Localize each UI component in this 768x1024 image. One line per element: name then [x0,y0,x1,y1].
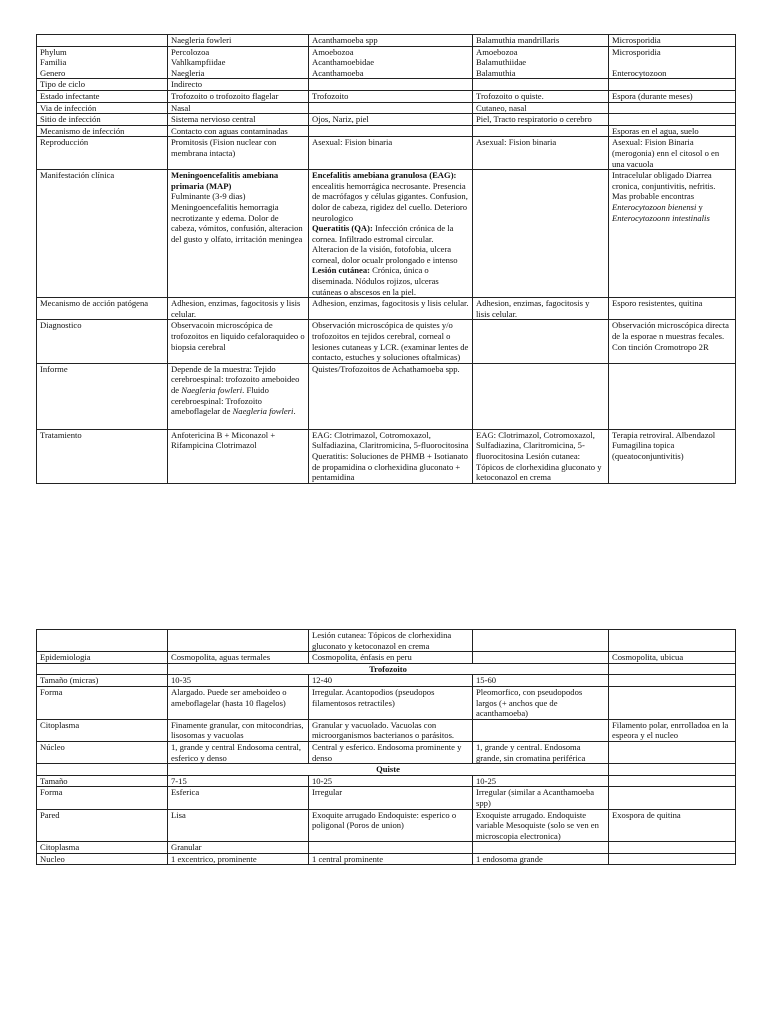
table-cell: Irregular (similar a Acanthamoeba spp) [473,787,609,809]
table-cell: Lisa [168,809,309,842]
micro-text: Intracelular obligado Diarrea cronica, conjuntivitis, nefritis. Mas probable encontras [612,170,716,202]
table-cell: Observacoin microscópica de trofozoitos en liquido cefaloraquideo o biopsia cerebral [168,320,309,363]
table-cell: Nasal [168,102,309,114]
taxon-value: Amoebozoa [312,46,354,57]
section-header-trofozoito [37,663,736,675]
tratamiento-acanthamoeba: EAG: Clotrimazol, Cotromoxazol, Sulfadiazina, Claritromicina, 5-fluorocitosina Queratitis: Soluciones de PHMB + Isotianato de propamidina o clorhexidina gluconato + pentamidina [309,429,473,483]
table-cell [473,842,609,854]
row-label: Mecanismo de acción patógena [37,298,168,320]
row-label: Pared [37,809,168,842]
table-cell: Ojos, Nariz, piel [309,114,473,126]
taxon-value: Naegleria [171,67,205,78]
table-cell: Exoquiste arrugado. Endoquiste variable Mesoquiste (solo se ven en microscopia electronica) [473,809,609,842]
table-cell: 7-15 [168,775,309,787]
tratamiento-balamuthia: EAG: Clotrimazol, Cotromoxazol, Sulfadiazina, Claritromicina, 5-fluorocitosina Lesión cutanea: Tópicos de clorhexidina gluconato y ketoconazol en crema [473,429,609,483]
table-cell: Sistema nervioso central [168,114,309,126]
section-title: Quiste [168,764,609,776]
row-label: Tamaño (micras) [37,675,168,687]
table-cell: Cosmopolita, aguas termales [168,652,309,664]
informe-text: . [293,406,296,417]
table-cell: 1 central prominente [309,853,473,865]
row-label: Citoplasma [37,842,168,854]
table-cell [473,719,609,741]
row-label: Mecanismo de infección [37,125,168,137]
header-row [37,35,736,47]
table-cell: Central y esferico. Endosoma prominente y denso [309,741,473,763]
taxonomy-balamuthia [473,46,609,79]
taxon-value: Acanthamoebidae [312,57,375,68]
table-row-manifestacion [37,170,736,298]
species-name: Naegleria fowleri [232,406,294,417]
taxonomy-microsporidia [609,46,736,79]
table-row [37,741,736,763]
table-cell [37,663,168,675]
table-cell: Contacto con aguas contaminadas [168,125,309,137]
row-label: Manifestación clínica [37,170,168,298]
header-naegleria: Naegleria fowleri [168,35,309,47]
table-cell [609,663,736,675]
table-cell: Adhesion, enzimas, fagocitosis y lisis celular. [309,298,473,320]
row-label: Reproducción [37,137,168,170]
table-cell [609,787,736,809]
table-cell: Asexual: Fision binaria [473,137,609,170]
header-balamuthia: Balamuthia mandrillaris [473,35,609,47]
section-title: Trofozoito [168,663,609,675]
table-cell [309,125,473,137]
taxon-value: Balamuthia [476,67,516,78]
header-acanthamoeba: Acanthamoeba spp [309,35,473,47]
row-label: Núcleo [37,741,168,763]
table-cell [609,853,736,865]
manifestacion-acanthamoeba [309,170,473,298]
taxonomy-labels [37,46,168,79]
manifestacion-naegleria [168,170,309,298]
table-cell: 10-25 [473,775,609,787]
informe-acanthamoeba: Quistes/Trofozoitos de Achathamoeba spp. [309,363,473,429]
parasite-table-page-2 [36,629,736,865]
table-row-epidemiologia [37,652,736,664]
taxonomy-row [37,46,736,79]
taxon-value: Microsporidia [612,46,661,57]
conjunction: y [696,201,703,212]
qa-text: Infección crónica de la cornea. Infiltrado estromal circular. Alteracion de la visión, fotofobia, ulcera corneal, dolor ocualr prolongado e intenso [312,223,458,265]
table-cell: Cosmopolita, énfasis en peru [309,652,473,664]
map-text: Fulminante (3-9 dias) Meningoencefalitis hemorragia necrotizante y edema. Dolor de cabeza, vómitos, confusión, alteracion del gusto y olfato, irritación meningea [171,191,303,244]
taxon-value: Enterocytozoon [612,67,667,78]
table-cell: 10-25 [309,775,473,787]
eag-title: Encefalitis amebiana granulosa (EAG): [312,170,457,181]
row-label: Nucleo [37,853,168,865]
table-cell [473,125,609,137]
table-cell: Alargado. Puede ser ameboideo o ameboflagelar (hasta 10 flagelos) [168,686,309,719]
taxon-value: Vahlkampfiidae [171,57,226,68]
row-label: Diagnostico [37,320,168,363]
table-cell [609,102,736,114]
row-label [37,630,168,652]
table-cell: Observación microscópica de quistes y/o trofozoitos en tejidos cerebral, corneal o lesiones cutaneas y LCR. (examinar lentes de contacto, estuches y soluciones oftalmicas) [309,320,473,363]
table-cell [473,652,609,664]
taxon-value: Percolozoa [171,46,210,57]
tratamiento-microsporidia: Terapia retroviral. Albendazol Fumagilina topica (queatoconjuntivitis) [609,429,736,483]
table-row [37,90,736,102]
header-cell [37,35,168,47]
species-name: Enterocytozoon bienensi [612,201,697,212]
row-label: Tamaño [37,775,168,787]
table-cell [168,630,309,652]
lesion-title: Lesión cutánea: [312,265,371,276]
table-row [37,775,736,787]
table-cell: Irregular. Acantopodios (pseudopos filamentosos retractiles) [309,686,473,719]
table-cell [609,842,736,854]
table-cell: Asexual: Fision binaria [309,137,473,170]
informe-naegleria [168,363,309,429]
table-cell: 10-35 [168,675,309,687]
species-name: Enterocytozoonn intestinalis [612,212,710,223]
table-cell [609,675,736,687]
table-cell: Trofozoito o trofozoito flagelar [168,90,309,102]
table-cell [309,79,473,91]
phylum-label: Phylum [40,46,67,57]
row-label: Epidemiologia [37,652,168,664]
table-cell: Lesión cutanea: Tópicos de clorhexidina gluconato y ketoconazol en crema [309,630,473,652]
table-cell: Esporas en el agua, suelo [609,125,736,137]
informe-balamuthia [473,363,609,429]
map-title: Meningoencefalitis amebiana primaria (MAP) [171,170,279,191]
taxon-value: Balamuthiidae [476,57,527,68]
table-cell: Adhesion, enzimas, fagocitosis y lisis celular. [473,298,609,320]
informe-microsporidia [609,363,736,429]
table-cell: Asexual: Fision Binaria (merogonia) enn el citosol o en una vacuola [609,137,736,170]
table-cell [37,764,168,776]
table-cell: 1 endosoma grande [473,853,609,865]
informe-text: . Fluido cerebroespinal: Trofozoito ameboflagelar de [171,385,269,417]
table-row [37,137,736,170]
table-cell: Promitosis (Fision nuclear con membrana intacta) [168,137,309,170]
table-cell: Observación microscópica directa de la esporae n muestras fecales. Con tinción Cromotropo 2R [609,320,736,363]
tratamiento-naegleria: Anfotericina B + Miconazol + Rifampicina Clotrimazol [168,429,309,483]
table-row [37,320,736,363]
table-cell: 15-60 [473,675,609,687]
lesion-text: Crónica, única o diseminada. Nódulos rojizos, ulceras cutáneas o abscesos en la piel. [312,265,439,297]
table-cell: Esporo resistentes, quitina [609,298,736,320]
taxon-value [612,57,732,68]
species-name: Naegleria fowleri [181,385,243,395]
table-cell [609,79,736,91]
table-row [37,787,736,809]
table-cell: Cutaneo, nasal [473,102,609,114]
taxon-value: Acanthamoeba [312,67,364,78]
genero-label: Genero [40,67,66,78]
table-cell: Granular y vacuolado. Vacuolas con microorganismos bacterianos o parásitos. [309,719,473,741]
table-cell: Cosmopolita, ubicua [609,652,736,664]
table-cell: Pleomorfico, con pseudopodos largos (+ anchos que de acanthamoeba) [473,686,609,719]
table-cell: Espora (durante meses) [609,90,736,102]
row-label: Informe [37,363,168,429]
table-row [37,79,736,91]
eag-text: encealitis hemorrágica necrosante. Presencia de macrófagos y células gigantes. Confusion, dolor de cabeza, rigidez del cuello. Deterioro neurologico [312,180,468,223]
taxon-value: Amoebozoa [476,46,518,57]
table-cell [473,320,609,363]
manifestacion-balamuthia [473,170,609,298]
table-row [37,298,736,320]
table-cell: Exospora de quitina [609,809,736,842]
table-row [37,125,736,137]
table-cell: Granular [168,842,309,854]
table-cell: 1, grande y central. Endosoma grande, sin cromatina periférica [473,741,609,763]
manifestacion-microsporidia [609,170,736,298]
table-row [37,675,736,687]
table-cell [609,686,736,719]
table-cell [609,741,736,763]
table-row [37,102,736,114]
table-cell: Adhesion, enzimas, fagocitosis y lisis celular. [168,298,309,320]
table-cell: 12-40 [309,675,473,687]
table-cell: 1, grande y central Endosoma central, esferico y denso [168,741,309,763]
table-cell [609,764,736,776]
table-cell [309,842,473,854]
parasite-table-page-1 [36,34,736,484]
qa-title: Queratitis (QA): [312,223,373,234]
table-cell: Indirecto [168,79,309,91]
row-label: Via de infección [37,102,168,114]
table-cell: Exoquite arrugado Endoquiste: esperico o poligonal (Poros de union) [309,809,473,842]
row-label: Forma [37,787,168,809]
taxonomy-naegleria [168,46,309,79]
table-cell: Irregular [309,787,473,809]
table-cell [473,630,609,652]
table-cell: 1 excentrico, prominente [168,853,309,865]
row-label: Citoplasma [37,719,168,741]
taxonomy-acanthamoeba [309,46,473,79]
table-cell [309,102,473,114]
table-cell: Piel, Tracto respiratorio o cerebro [473,114,609,126]
table-row-continued [37,630,736,652]
table-row-tratamiento [37,429,736,483]
table-cell: Finamente granular, con mitocondrias, lisosomas y vacuolas [168,719,309,741]
table-row [37,114,736,126]
row-label: Sitio de infección [37,114,168,126]
table-cell: Filamento polar, enrrolladoa en la espeora y el nucleo [609,719,736,741]
row-label: Estado infectante [37,90,168,102]
table-cell: Trofozoito [309,90,473,102]
table-cell [473,79,609,91]
table-cell [609,630,736,652]
table-row [37,686,736,719]
table-cell: Esferica [168,787,309,809]
table-row [37,719,736,741]
table-cell [609,114,736,126]
informe-text: Depende de la muestra: Tejido cerebroespinal: trofozoito ameboideo de [171,363,300,395]
row-label: Tratamiento [37,429,168,483]
familia-label: Familia [40,57,67,68]
table-cell [609,775,736,787]
table-row [37,842,736,854]
header-microsporidia: Microsporidia [609,35,736,47]
table-row [37,853,736,865]
table-row-informe [37,363,736,429]
section-header-quiste [37,764,736,776]
table-cell: Trofozoito o quiste. [473,90,609,102]
row-label: Tipo de ciclo [37,79,168,91]
table-row [37,809,736,842]
row-label: Forma [37,686,168,719]
